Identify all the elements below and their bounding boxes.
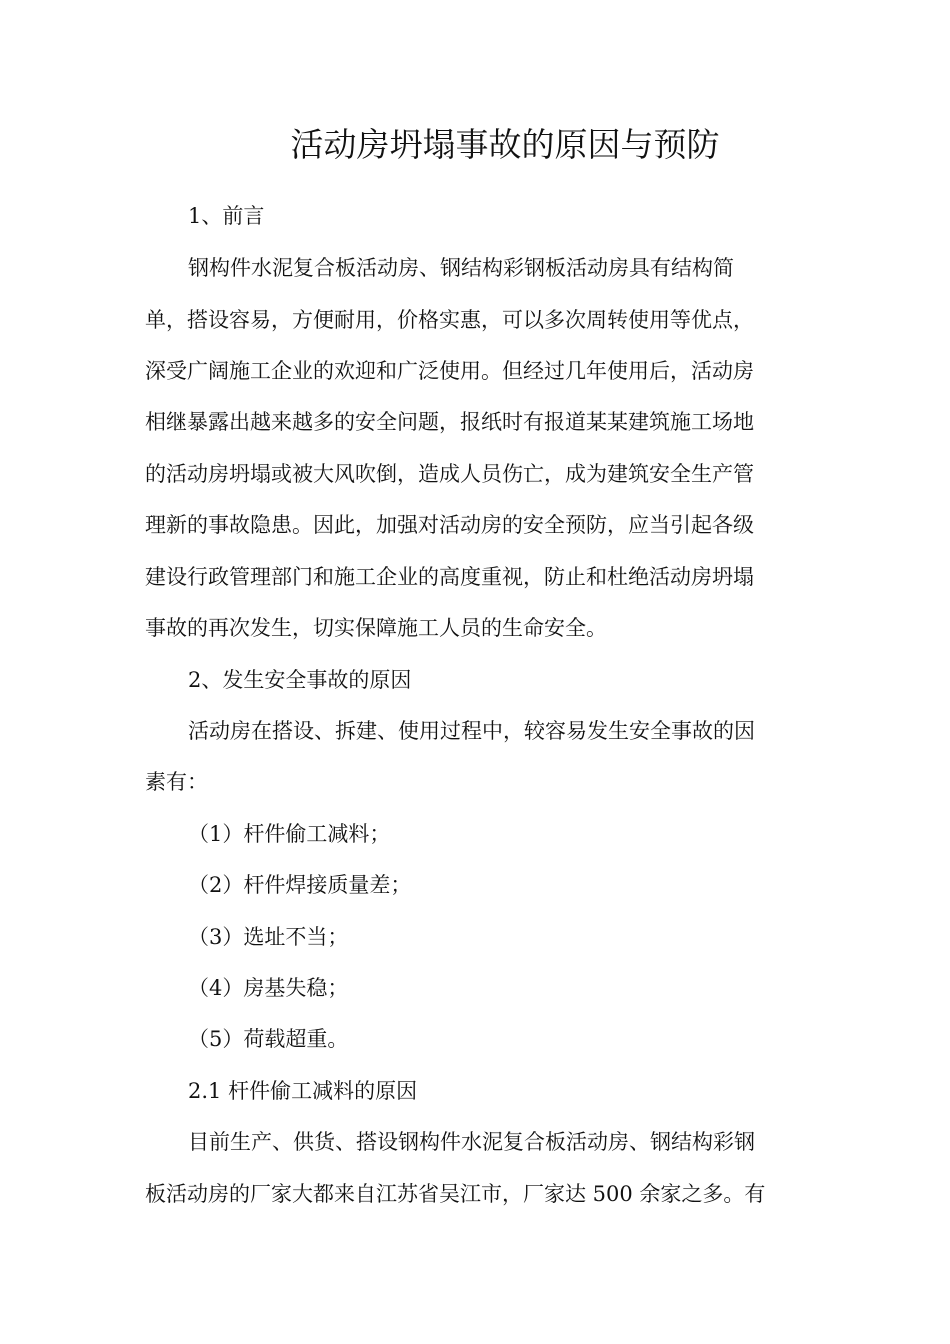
paragraph-line: 深受广阔施工企业的欢迎和广泛使用。但经过几年使用后，活动房	[145, 359, 754, 383]
list-item: （4）房基失稳；	[188, 976, 349, 1000]
paragraph-line: 事故的再次发生，切实保障施工人员的生命安全。	[145, 616, 607, 640]
list-item: （2）杆件焊接质量差；	[188, 873, 412, 897]
paragraph-line: 的活动房坍塌或被大风吹倒，造成人员伤亡，成为建筑安全生产管	[145, 462, 754, 486]
section-heading-2: 2、发生安全事故的原因	[188, 668, 412, 692]
paragraph-line: 相继暴露出越来越多的安全问题，报纸时有报道某某建筑施工场地	[145, 410, 754, 434]
paragraph-line: 建设行政管理部门和施工企业的高度重视，防止和杜绝活动房坍塌	[145, 565, 754, 589]
list-item: （3）选址不当；	[188, 925, 349, 949]
section-heading-1: 1、前言	[188, 204, 265, 228]
paragraph-line: 目前生产、供货、搭设钢构件水泥复合板活动房、钢结构彩钢	[188, 1130, 755, 1154]
paragraph-line: 板活动房的厂家大都来自江苏省吴江市，厂家达 500 余家之多。有	[145, 1182, 766, 1206]
paragraph-line: 素有：	[145, 770, 208, 794]
paragraph-line: 钢构件水泥复合板活动房、钢结构彩钢板活动房具有结构简	[188, 256, 734, 280]
paragraph-line: 单，搭设容易，方便耐用，价格实惠，可以多次周转使用等优点，	[145, 308, 754, 332]
document-title: 活动房坍塌事故的原因与预防	[290, 125, 720, 164]
paragraph-line: 活动房在搭设、拆建、使用过程中，较容易发生安全事故的因	[188, 719, 755, 743]
list-item: （1）杆件偷工减料；	[188, 822, 391, 846]
subsection-heading: 2.1 杆件偷工减料的原因	[188, 1079, 418, 1103]
list-item: （5）荷载超重。	[188, 1027, 349, 1051]
paragraph-line: 理新的事故隐患。因此，加强对活动房的安全预防，应当引起各级	[145, 513, 754, 537]
